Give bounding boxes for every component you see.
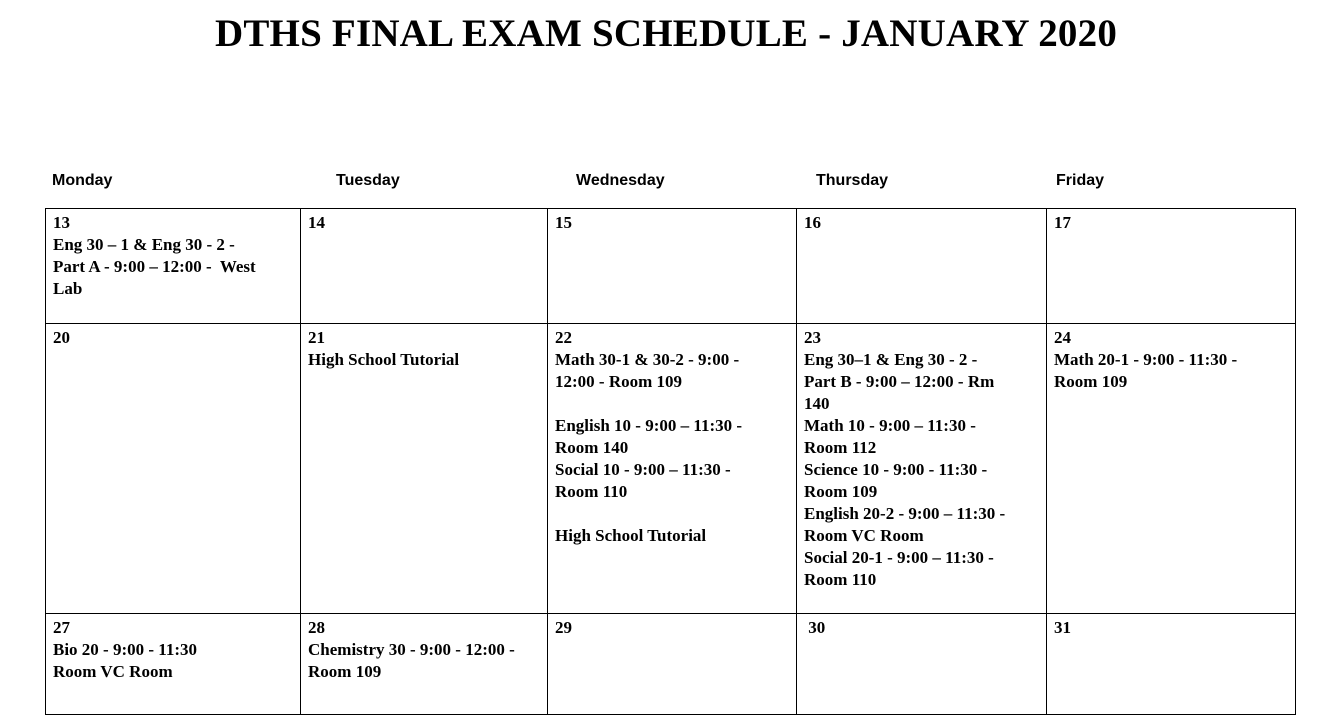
event-text: Eng 30 – 1 & Eng 30 - 2 - bbox=[53, 235, 235, 254]
event-text: Room 112 bbox=[804, 438, 877, 457]
blank-line bbox=[555, 503, 789, 525]
day-number: 23 bbox=[804, 328, 821, 347]
calendar-day-cell bbox=[46, 324, 301, 614]
event-text: Room 109 bbox=[804, 482, 878, 501]
day-number: 13 bbox=[53, 213, 70, 232]
event-text: Part A - 9:00 – 12:00 - West bbox=[53, 257, 256, 276]
day-header-tuesday: Tuesday bbox=[336, 172, 400, 189]
event-text: High School Tutorial bbox=[308, 350, 460, 369]
event-text: Room VC Room bbox=[53, 662, 173, 681]
event-text: Room 110 bbox=[804, 570, 877, 589]
event-text: Room 140 bbox=[555, 438, 629, 457]
event-text: 140 bbox=[804, 394, 830, 413]
event-text: Part B - 9:00 – 12:00 - Rm bbox=[804, 372, 995, 391]
calendar-day-cell bbox=[548, 614, 797, 715]
event-text: English 10 - 9:00 – 11:30 - bbox=[555, 416, 743, 435]
day-number: 14 bbox=[308, 213, 325, 232]
calendar-day-cell bbox=[548, 209, 797, 324]
calendar-day-cell bbox=[46, 209, 301, 324]
calendar-week-row bbox=[46, 614, 1296, 715]
calendar-day-cell bbox=[548, 324, 797, 614]
day-number: 22 bbox=[555, 328, 572, 347]
calendar-day-cell bbox=[797, 209, 1047, 324]
day-number: 29 bbox=[555, 618, 572, 637]
event-text: Room VC Room bbox=[804, 526, 924, 545]
calendar-day-cell bbox=[1047, 614, 1296, 715]
calendar-day-cell bbox=[797, 324, 1047, 614]
day-number: 31 bbox=[1054, 618, 1071, 637]
calendar-day-cell bbox=[1047, 324, 1296, 614]
event-text: English 20-2 - 9:00 – 11:30 - bbox=[804, 504, 1006, 523]
calendar-body bbox=[46, 209, 1296, 715]
day-header-wednesday: Wednesday bbox=[576, 172, 665, 189]
day-number: 20 bbox=[53, 328, 70, 347]
event-text: Science 10 - 9:00 - 11:30 - bbox=[804, 460, 988, 479]
calendar-day-cell bbox=[301, 614, 548, 715]
day-number: 15 bbox=[555, 213, 572, 232]
page-title: DTHS FINAL EXAM SCHEDULE - JANUARY 2020 bbox=[214, 12, 1118, 55]
calendar-day-cell bbox=[301, 324, 548, 614]
calendar-day-cell bbox=[797, 614, 1047, 715]
event-text: Math 10 - 9:00 – 11:30 - bbox=[804, 416, 976, 435]
event-text: Math 30-1 & 30-2 - 9:00 - bbox=[555, 350, 740, 369]
calendar-grid bbox=[45, 208, 1296, 715]
calendar-day-cell bbox=[301, 209, 548, 324]
calendar-day-cell bbox=[46, 614, 301, 715]
event-text: Social 20-1 - 9:00 – 11:30 - bbox=[804, 548, 994, 567]
day-number: 16 bbox=[804, 213, 821, 232]
event-text: Room 109 bbox=[1054, 372, 1128, 391]
calendar-week-row bbox=[46, 209, 1296, 324]
day-number: 24 bbox=[1054, 328, 1071, 347]
day-header-monday: Monday bbox=[52, 172, 113, 189]
event-text: High School Tutorial bbox=[555, 526, 707, 545]
event-text: Chemistry 30 - 9:00 - 12:00 - bbox=[308, 640, 515, 659]
day-number: 27 bbox=[53, 618, 70, 637]
day-number: 30 bbox=[804, 618, 826, 637]
blank-line bbox=[555, 393, 789, 415]
calendar-week-row bbox=[46, 324, 1296, 614]
event-text: Math 20-1 - 9:00 - 11:30 - bbox=[1054, 350, 1238, 369]
event-text: 12:00 - Room 109 bbox=[555, 372, 683, 391]
day-number: 21 bbox=[308, 328, 325, 347]
event-text: Bio 20 - 9:00 - 11:30 bbox=[53, 640, 198, 659]
calendar-day-cell bbox=[1047, 209, 1296, 324]
event-text: Social 10 - 9:00 – 11:30 - bbox=[555, 460, 731, 479]
event-text: Lab bbox=[53, 279, 83, 298]
day-header-friday: Friday bbox=[1056, 172, 1105, 189]
day-header-thursday: Thursday bbox=[816, 172, 889, 189]
day-number: 17 bbox=[1054, 213, 1071, 232]
day-number: 28 bbox=[308, 618, 325, 637]
event-text: Room 110 bbox=[555, 482, 628, 501]
event-text: Room 109 bbox=[308, 662, 382, 681]
event-text: Eng 30–1 & Eng 30 - 2 - bbox=[804, 350, 978, 369]
